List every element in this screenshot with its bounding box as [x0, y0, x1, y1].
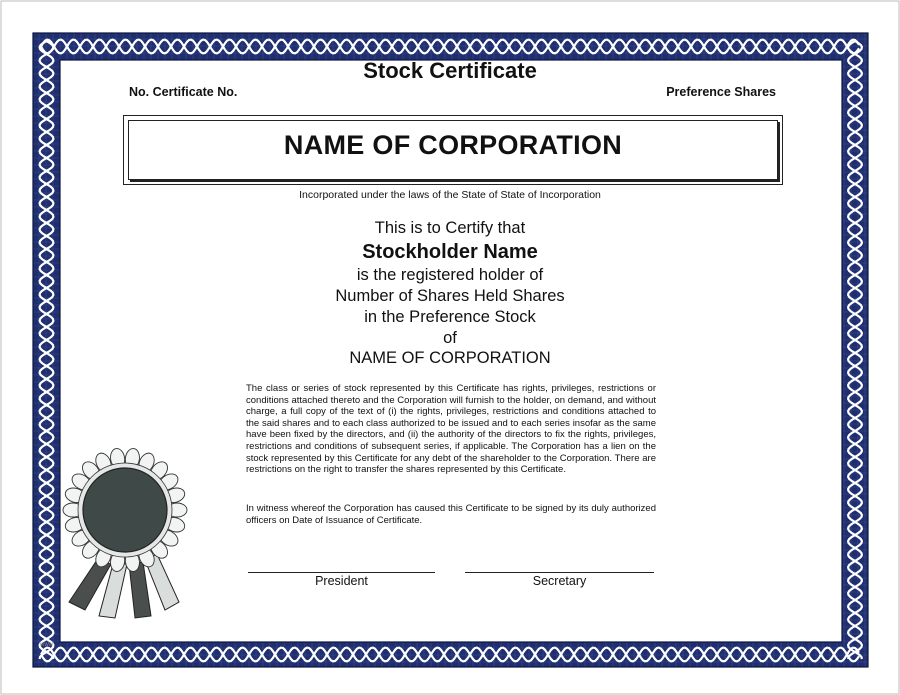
president-label: President	[315, 574, 368, 588]
holder-line: is the registered holder of	[356, 266, 544, 284]
rosette-seal-icon	[55, 440, 195, 625]
share-class-label: Preference Shares	[666, 85, 776, 99]
of-line: of	[443, 329, 457, 347]
seal-center	[83, 468, 167, 552]
certify-line: This is to Certify that	[374, 219, 526, 237]
secretary-signature-line	[465, 572, 654, 573]
incorporation-statement: Incorporated under the laws of the State of State of Incorporation	[299, 189, 601, 201]
certificate-number: No. Certificate No.	[129, 85, 238, 99]
corporation-name-secondary: NAME OF CORPORATION	[349, 349, 551, 367]
stockholder-name: Stockholder Name	[362, 241, 538, 263]
shares-line: Number of Shares Held Shares	[335, 287, 565, 305]
president-signature-line	[248, 572, 435, 573]
corporation-name: NAME OF CORPORATION	[283, 130, 623, 160]
witness-paragraph: In witness whereof the Corporation has caused this Certificate to be signed by its duly authorized officers on Date of Issuance of Certificate.	[246, 503, 656, 526]
secretary-label: Secretary	[532, 574, 587, 588]
class-rights-paragraph: The class or series of stock represented by this Certificate has rights, privileges, restrictions or conditions attached thereto and the Corporation will furnish to the holder, on demand, and without charge, a full copy of the text of (i) the rights, privileges, restrictions and conditions attached to the said shares and to each class authorized to be issued and to each series insofar as the same have been fixed by the directors, and (ii) the authority of the directors to fix the rights, privileges, restrictions and conditions of subsequent series, if applicable. The Corporation has a lien on the stock represented by this Certificate for any debt of the shareholder to the Corporation. There are restrictions on the right to transfer the shares represented by this Certificate.	[246, 383, 656, 476]
stock-line: in the Preference Stock	[364, 308, 536, 326]
watermark-mark: www	[40, 642, 53, 648]
certificate-title: Stock Certificate	[363, 58, 537, 83]
